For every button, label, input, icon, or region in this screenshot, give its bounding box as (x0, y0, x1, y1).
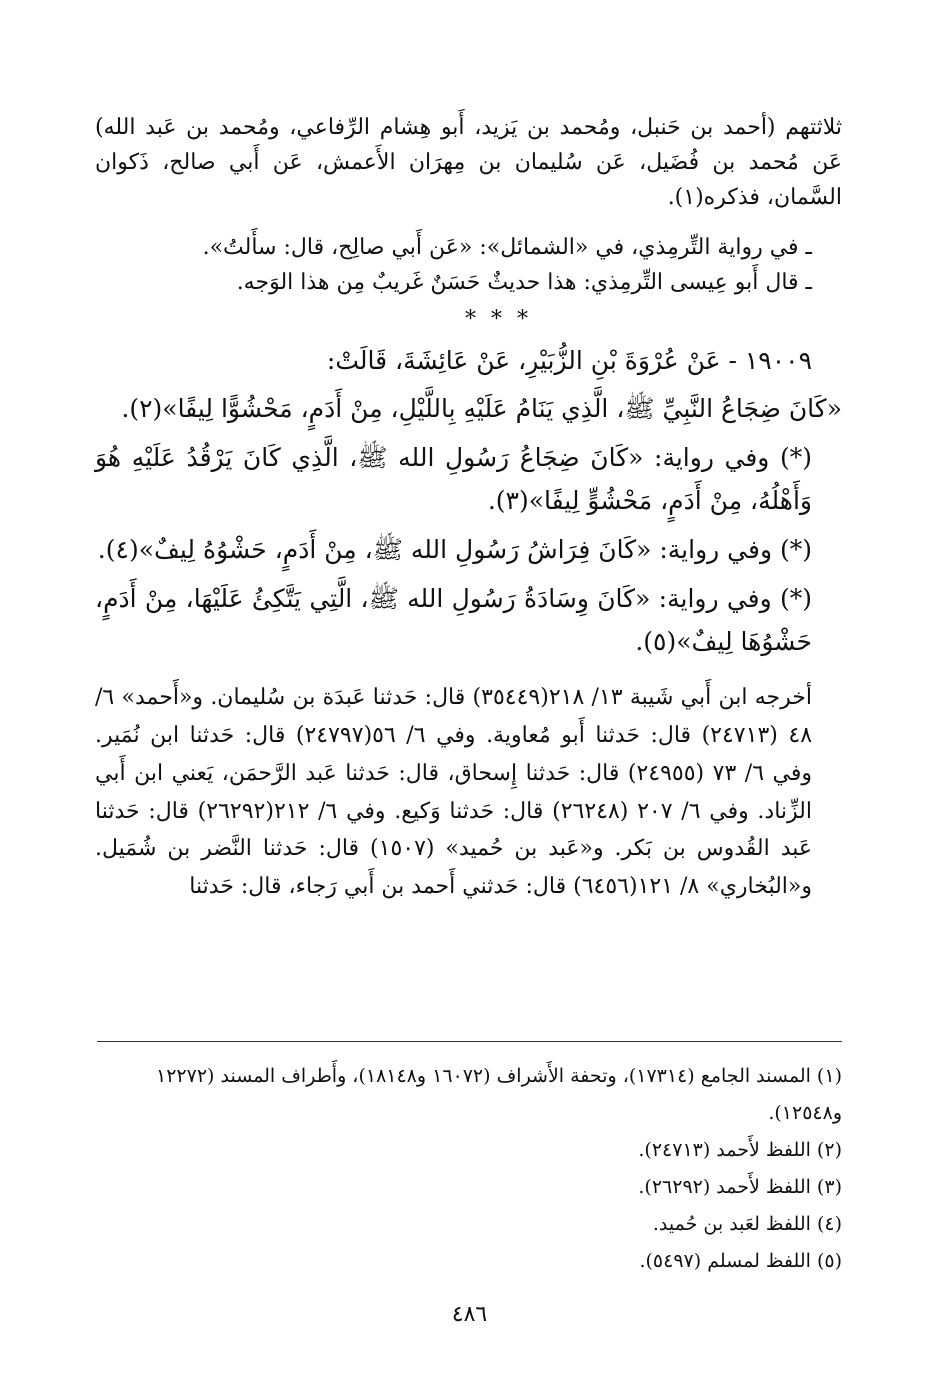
hadith-main-text: «كَانَ ضِجَاعُ النَّبِيِّ ﷺ، الَّذِي يَنَامُ عَلَيْهِ بِاللَّيْلِ، مِنْ أَدَمٍ، مَحْشُوًّا لِيفًا»(٢). (121, 394, 842, 424)
section-separator: * * * (465, 306, 532, 332)
footnote: (٤) اللفظ لعَبد بن حُميد. (652, 1213, 842, 1236)
footnote: (٣) اللفظ لأَحمد (٢٦٢٩٢). (638, 1176, 842, 1199)
tirmidhi-grading-note: ـ قال أَبو عِيسى التِّرمِذي: هذا حديثٌ حَسَنٌ غَريبٌ مِن هذا الوَجه. (236, 269, 812, 295)
footnote-divider (97, 1041, 842, 1042)
page-number: ٤٨٦ (451, 1302, 488, 1327)
footnote: (٥) اللفظ لمسلم (٥٤٩٧). (639, 1250, 842, 1273)
main-text (95, 110, 842, 906)
hadith-variant-2: (*) وفي رواية: «كَانَ فِرَاشُ رَسُولِ الله ﷺ، مِنْ أَدَمٍ، حَشْوُهُ لِيفٌ»(٤). (97, 535, 812, 565)
hadith-heading: ١٩٠٠٩ - عَنْ عُرْوَةَ بْنِ الزُّبَيْرِ، عَنْ عَائِشَةَ، قَالَتْ: (326, 346, 812, 376)
chain-paragraph: ثلاثتهم (أحمد بن حَنبل، ومُحمد بن يَزيد، أَبو هِشام الرِّفاعي، ومُحمد بن عَبد الله) عَن مُحمد بن فُضَيل، عَن سُليمان بن مِهرَان الأَعمش، عَن أَبي صالح، ذَكوان السَّمان، فذكره(١). (95, 115, 842, 211)
footnote: (١) المسند الجامع (١٧٣١٤)، وتحفة الأَشراف (١٦٠٧٢ و١٨١٤٨)، وأَطراف المسند (١٢٢٧٢ و١٢٥٤٨). (156, 1065, 842, 1125)
tirmidhi-note-shamail: ـ في رواية التِّرمِذي، في «الشمائل»: «عَن أَبي صالِح، قال: سأَلتُ». (202, 234, 812, 260)
hadith-variant-3: (*) وفي رواية: «كَانَ وِسَادَةُ رَسُولِ الله ﷺ، الَّتِي يَتَّكِئُ عَلَيْهَا، مِنْ أَدَمٍ، حَشْوُهَا لِيفٌ»(٥). (95, 584, 812, 657)
footnotes (95, 1058, 842, 1280)
hadith-variant-1: (*) وفي رواية: «كَانَ ضِجَاعُ رَسُولِ الله ﷺ، الَّذِي كَانَ يَرْقُدُ عَلَيْهِ هُوَ وَأَهْلُهُ، مِنْ أَدَمٍ، مَحْشُوٍّ لِيفًا»(٣). (95, 443, 812, 516)
footnote: (٢) اللفظ لأَحمد (٢٤٧١٣). (638, 1139, 842, 1162)
takhrij-paragraph: أخرجه ابن أَبي شَيبة ١٣/ ٢١٨(٣٥٤٤٩) قال: حَدثنا عَبدَة بن سُليمان. و«أَحمد» ٦/ ٤٨ (٢٤٧١٣) قال: حَدثنا أَبو مُعاوية. وفي ٦/ ٥٦(٢٤٧٩٧) قال: حَدثنا ابن نُمَير. وفي ٦/ ٧٣ (٢٤٩٥٥) قال: حَدثنا إِسحاق، قال: حَدثنا عَبد الرَّحمَن، يَعني ابن أَبي الزِّناد. وفي ٦/ ٢٠٧ (٢٦٢٤٨) قال: حَدثنا وَكيع. وفي ٦/ ٢١٢(٢٦٢٩٢) قال: حَدثنا عَبد القُدوس بن بَكر. و«عَبد بن حُميد» (١٥٠٧) قال: حَدثنا النَّضر بن شُمَيل. و«البُخاري» ٨/ ١٢١(٦٤٥٦) قال: حَدثني أَحمد بن أَبي رَجاء، قال: حَدثنا (95, 685, 813, 900)
